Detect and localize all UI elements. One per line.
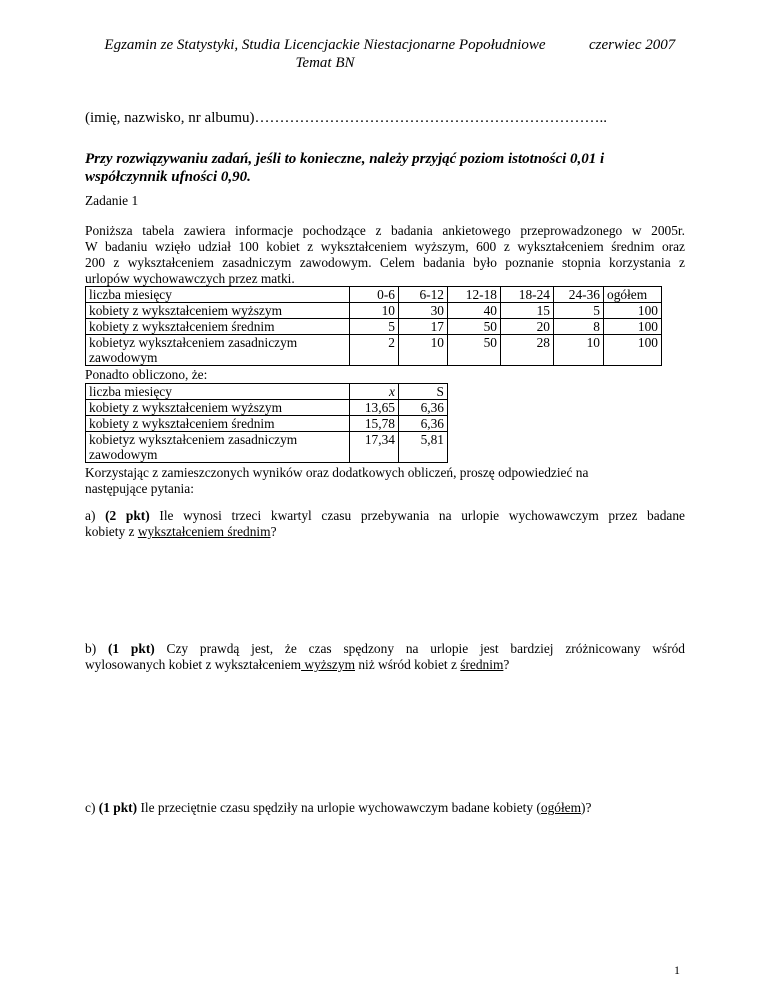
table-header-cell: 12-18 <box>448 287 501 303</box>
table-mean-sd <box>85 383 448 463</box>
header-line1: Egzamin ze Statystyki, Studia Licencjackie Niestacjonarne Popołudniowe <box>104 37 546 53</box>
question-c-underlined: ogółem <box>540 800 582 815</box>
table-row-label <box>86 432 350 463</box>
table-row-label-line2: zawodowym <box>89 447 158 462</box>
question-b-points: (1 pkt) <box>107 641 155 656</box>
question-a-underlined: wykształceniem średnim <box>137 524 271 539</box>
table-cell: 6,36 <box>399 416 448 432</box>
table-cell: 40 <box>448 303 501 319</box>
question-b-line2 <box>85 657 685 673</box>
table-cell: 100 <box>604 335 662 366</box>
question-c-prefix: c) <box>85 800 99 815</box>
table-cell: 30 <box>399 303 448 319</box>
using-results-line2: następujące pytania: <box>85 481 194 496</box>
table-row-label: kobiety z wykształceniem wyższym <box>86 303 350 319</box>
instruction-line1: Przy rozwiązywaniu zadań, jeśli to konieczne, należy przyjąć poziom istotności 0,01 i <box>85 151 605 167</box>
question-a-text2-pre: kobiety z <box>85 524 138 539</box>
header-line2: Temat BN <box>295 55 355 71</box>
table-row <box>86 335 662 366</box>
table-cell: 8 <box>554 319 604 335</box>
table-header-cell: 18-24 <box>501 287 554 303</box>
question-b-prefix: b) <box>85 641 108 656</box>
table-row <box>86 432 448 463</box>
table-row <box>86 303 662 319</box>
table-cell: 100 <box>604 319 662 335</box>
question-c-text-pre: Ile przeciętnie czasu spędziły na urlopie wychowawczym badane kobiety ( <box>137 800 541 815</box>
table-header-cell: liczba miesięcy <box>86 384 350 400</box>
question-b-underlined-1: wyższym <box>301 657 355 672</box>
table-header-cell: 24-36 <box>554 287 604 303</box>
table-row-label <box>86 335 350 366</box>
page-number: 1 <box>674 963 680 977</box>
question-b-underlined-2: średnim <box>460 657 504 672</box>
intro-line: Poniższa tabela zawiera informacje pochodzące z badania ankietowego przeprowadzonego w 2005r. <box>85 223 685 238</box>
question-b-text2-post: ? <box>503 657 510 672</box>
table-header-row <box>86 287 662 303</box>
question-b-line1 <box>85 641 685 657</box>
table-cell: 5 <box>350 319 399 335</box>
table-header-cell: ogółem <box>604 287 662 303</box>
instructions <box>85 150 604 186</box>
question-a-line2 <box>85 524 685 540</box>
question-b-text2-pre: wylosowanych kobiet z wykształceniem <box>85 657 302 672</box>
table-cell: 50 <box>448 319 501 335</box>
table-row <box>86 400 448 416</box>
intro-paragraph <box>85 223 685 287</box>
table-cell: 20 <box>501 319 554 335</box>
table-cell: 50 <box>448 335 501 366</box>
intro-line: W badaniu wzięło udział 100 kobiet z wykształceniem wyższym, 600 z wykształceniem średnim oraz <box>85 239 685 254</box>
table-months-by-education <box>85 286 662 366</box>
table-cell: 13,65 <box>350 400 399 416</box>
table-row-label-line1: kobietyz wykształceniem zasadniczym <box>89 335 298 350</box>
table-row-label-line2: zawodowym <box>89 350 158 365</box>
table-cell: 17,34 <box>350 432 399 463</box>
intro-line: 200 z wykształceniem zasadniczym zawodowym. Celem badania było poznanie stopnia korzystania z <box>85 255 685 270</box>
question-a-line1 <box>85 508 685 524</box>
also-computed: Ponadto obliczono, że: <box>85 367 208 382</box>
table-cell: 10 <box>350 303 399 319</box>
table-row-label: kobiety z wykształceniem średnim <box>86 319 350 335</box>
table-cell: 2 <box>350 335 399 366</box>
table-header-cell: 6-12 <box>399 287 448 303</box>
table-header-cell: 0-6 <box>350 287 399 303</box>
table-cell: 15,78 <box>350 416 399 432</box>
header-title <box>85 37 565 72</box>
table-cell: 10 <box>554 335 604 366</box>
table-row-label: kobiety z wykształceniem wyższym <box>86 400 350 416</box>
task-title: Zadanie 1 <box>85 193 139 208</box>
question-b-text1: Czy prawdą jest, że czas spędzony na urlopie jest bardziej zróżnicowany wśród <box>154 641 685 656</box>
table-row-label-line1: kobietyz wykształceniem zasadniczym <box>89 432 298 447</box>
name-line: (imię, nazwisko, nr albumu)…………………………………………………………….. <box>85 110 608 126</box>
question-a-text2-post: ? <box>270 524 277 539</box>
table-header-cell-mean <box>350 384 399 400</box>
question-c-text-post: )? <box>581 800 592 815</box>
table-cell: 10 <box>399 335 448 366</box>
table-header-cell: S <box>399 384 448 400</box>
question-a-text1: Ile wynosi trzeci kwartyl czasu przebywania na urlopie wychowawczym przez badane <box>149 508 685 523</box>
instruction-line2: współczynnik ufności 0,90. <box>85 169 251 185</box>
table-header-cell: liczba miesięcy <box>86 287 350 303</box>
table-row <box>86 319 662 335</box>
mean-symbol: $\overline{x}$ <box>389 384 395 399</box>
using-results-text <box>85 465 588 497</box>
table-cell: 15 <box>501 303 554 319</box>
question-c <box>85 800 591 816</box>
question-a-prefix: a) <box>85 508 106 523</box>
table-header-row <box>86 384 448 400</box>
intro-line: urlopów wychowawczych przez matki. <box>85 271 295 286</box>
table-cell: 6,36 <box>399 400 448 416</box>
using-results-line1: Korzystając z zamieszczonych wyników oraz dodatkowych obliczeń, proszę odpowiedzieć na <box>85 465 589 480</box>
question-b-text2-mid: niż wśród kobiet z <box>355 657 461 672</box>
table-cell: 5 <box>554 303 604 319</box>
table-row-label: kobiety z wykształceniem średnim <box>86 416 350 432</box>
question-a <box>85 508 685 540</box>
table-cell: 5,81 <box>399 432 448 463</box>
question-a-points: (2 pkt) <box>105 508 150 523</box>
table-cell: 100 <box>604 303 662 319</box>
table-row <box>86 416 448 432</box>
header-date: czerwiec 2007 <box>589 37 676 53</box>
question-c-points: (1 pkt) <box>98 800 138 815</box>
table-cell: 28 <box>501 335 554 366</box>
question-b <box>85 641 685 673</box>
table-cell: 17 <box>399 319 448 335</box>
